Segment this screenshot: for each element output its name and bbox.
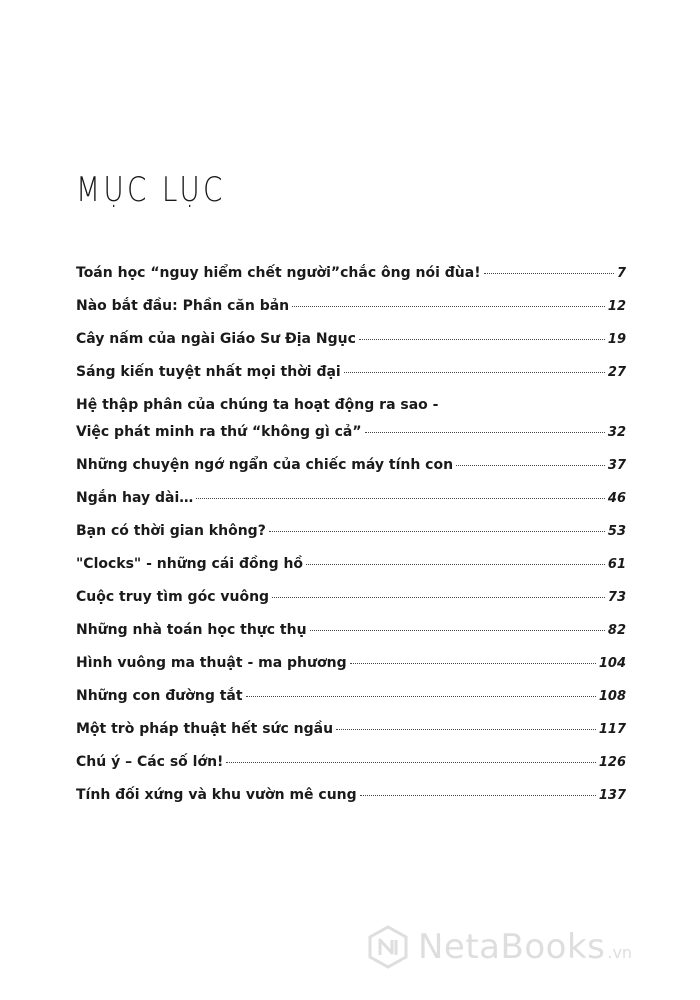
toc-entry-title: Một trò pháp thuật hết sức ngầu [76, 721, 334, 737]
toc-entry-page: 27 [607, 365, 626, 380]
netabooks-logo-icon [366, 925, 410, 969]
dot-leader [360, 795, 596, 796]
toc-entry-page: 61 [607, 557, 626, 572]
toc-entry-title: Sáng kiến tuyệt nhất mọi thời đại [76, 364, 341, 380]
dot-leader [292, 306, 605, 307]
dot-leader [344, 372, 605, 373]
toc-entry [76, 589, 626, 622]
toc-entry [76, 556, 626, 589]
toc-entry-title: Bạn có thời gian không? [76, 523, 266, 539]
dot-leader [350, 663, 596, 664]
toc-entry [76, 721, 626, 754]
toc-entry-page: 104 [598, 656, 626, 671]
toc-entry-title: Cây nấm của ngài Giáo Sư Địa Ngục [76, 331, 356, 347]
page-title: MỤC LỤC [76, 170, 226, 210]
toc-entry-page: 126 [598, 755, 626, 770]
toc-entry [76, 787, 626, 820]
toc-entry-page: 137 [598, 788, 626, 803]
toc-entry-title: Cuộc truy tìm góc vuông [76, 589, 270, 605]
toc-entry-page: 37 [607, 458, 626, 473]
toc-entry-line2 [76, 424, 626, 440]
toc-entry [76, 622, 626, 655]
dot-leader [484, 273, 614, 274]
dot-leader [246, 696, 596, 697]
toc-entry-page: 12 [607, 299, 626, 314]
toc-entry [76, 457, 626, 490]
toc-entry [76, 331, 626, 364]
toc-entry [76, 397, 626, 457]
toc-entry [76, 265, 626, 298]
toc-entry-page: 19 [607, 332, 626, 347]
dot-leader [196, 498, 605, 499]
toc-entry-page: 53 [607, 524, 626, 539]
toc-entry [76, 754, 626, 787]
toc-entry-page: 7 [616, 266, 626, 281]
toc-entry [76, 655, 626, 688]
toc-entry-page: 117 [598, 722, 626, 737]
toc-entry [76, 688, 626, 721]
watermark [366, 925, 632, 969]
dot-leader [336, 729, 596, 730]
toc-entry-title: Những con đường tắt [76, 688, 243, 704]
toc-entry-page: 108 [598, 689, 626, 704]
dot-leader [456, 465, 605, 466]
dot-leader [306, 564, 605, 565]
toc-entry-title: Những nhà toán học thực thụ [76, 622, 307, 638]
dot-leader [365, 432, 605, 433]
toc-entry-page: 46 [607, 491, 626, 506]
dot-leader [310, 630, 605, 631]
watermark-suffix: .vn [607, 943, 633, 962]
toc-entry-title: Toán học “nguy hiểm chết người”chắc ông nói đùa! [76, 265, 481, 281]
toc-entry-title-line1: Hệ thập phân của chúng ta hoạt động ra sao - [76, 397, 439, 413]
toc-entry-title: Nào bắt đầu: Phần căn bản [76, 298, 290, 314]
toc-entry-title: Ngắn hay dài… [76, 490, 194, 506]
dot-leader [226, 762, 595, 763]
toc-entry-title-line2: Việc phát minh ra thứ “không gì cả” [76, 424, 362, 440]
toc-entry [76, 298, 626, 331]
toc-entry-title: Những chuyện ngớ ngẩn của chiếc máy tính con [76, 457, 454, 473]
toc-entry-title: Hình vuông ma thuật - ma phương [76, 655, 347, 671]
toc-entry-title: Chú ý – Các số lớn! [76, 754, 224, 770]
dot-leader [272, 597, 605, 598]
table-of-contents [76, 265, 626, 820]
dot-leader [359, 339, 605, 340]
toc-entry-page: 32 [607, 425, 626, 440]
toc-entry [76, 490, 626, 523]
toc-entry [76, 364, 626, 397]
watermark-text: NetaBooks [418, 927, 606, 967]
toc-entry-title: Tính đối xứng và khu vườn mê cung [76, 787, 357, 803]
toc-entry-page: 73 [607, 590, 626, 605]
toc-entry [76, 523, 626, 556]
toc-entry-page: 82 [607, 623, 626, 638]
toc-entry-title: "Clocks" - những cái đồng hồ [76, 556, 304, 572]
dot-leader [269, 531, 605, 532]
